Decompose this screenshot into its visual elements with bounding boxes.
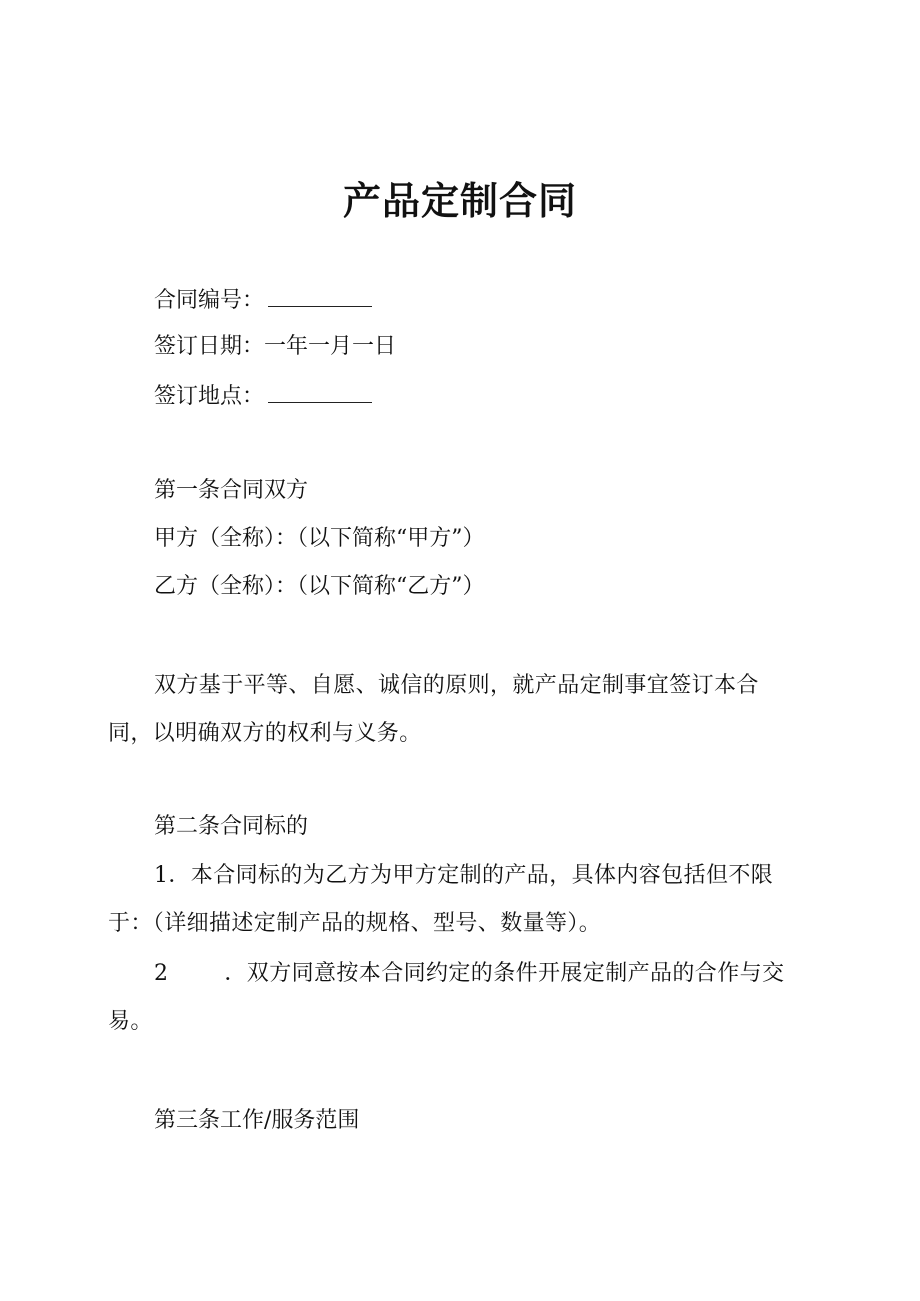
article2-heading: 第二条合同标的	[154, 814, 309, 839]
article2-item1: 1．本合同标的为乙方为甲方定制的产品，具体内容包括但不限于：（详细描述定制产品的规格、型号、数量等）。	[108, 863, 774, 936]
sign-place-label: 签订地点：	[154, 384, 265, 409]
article3-heading: 第三条工作/服务范围	[154, 1108, 360, 1133]
sign-date-line: 签订日期：一年一月一日	[154, 334, 397, 359]
preamble-paragraph: 双方基于平等、自愿、诚信的原则，就产品定制事宜签订本合同，以明确双方的权利与义务。	[108, 673, 759, 746]
contract-number-blank	[268, 284, 372, 307]
article2-item2-number: 2	[154, 961, 169, 986]
party-b-line: 乙方（全称）：（以下简称“乙方”）	[154, 574, 485, 599]
document-title: 产品定制合同	[342, 179, 577, 223]
article1-heading: 第一条合同双方	[154, 478, 309, 503]
article2-item2	[108, 950, 798, 1046]
contract-number-label: 合同编号：	[154, 288, 265, 313]
article2-item2-text: ．双方同意按本合同约定的条件开展定制产品的合作与交易。	[108, 961, 785, 1034]
contract-number-line	[154, 284, 372, 316]
sign-place-blank	[268, 380, 372, 403]
sign-place-line	[154, 380, 372, 412]
party-a-line: 甲方（全称）：（以下简称“甲方”）	[154, 526, 485, 551]
